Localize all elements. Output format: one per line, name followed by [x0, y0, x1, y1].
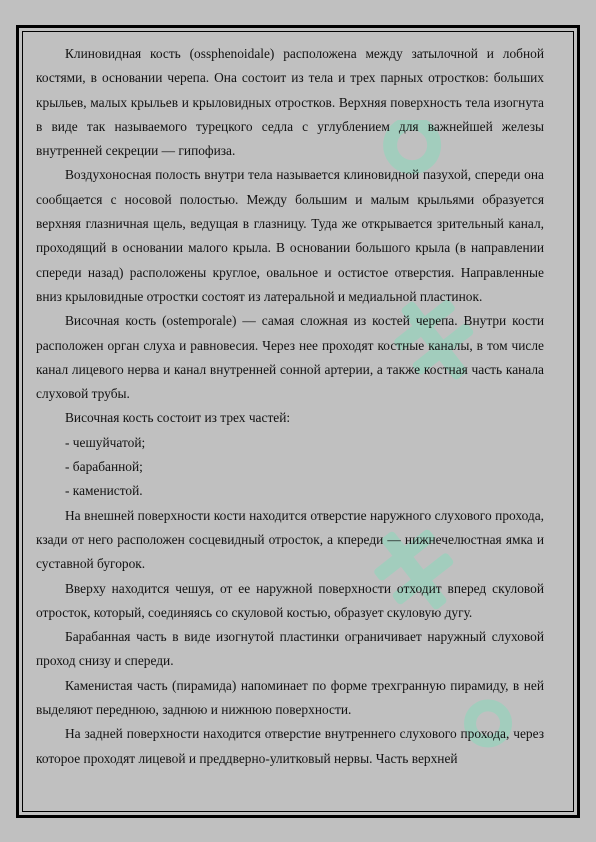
paragraph-petrous-part: Каменистая часть (пирамида) напоминает по форме трехгранную пирамиду, в ней выделяют переднюю, заднюю и нижнюю поверхности. [36, 677, 544, 718]
paragraph-temporal-parts: Височная кость состоит из трех частей: [65, 410, 291, 426]
list-item-tympanic: - барабанной; [65, 459, 143, 475]
paragraph-sphenoid-sinus: Воздухоносная полость внутри тела называется клиновидной пазухой, спереди она сообщается с носовой полостью. Между большим и малым крыльями образуется верхняя глазничная щель, ведущая в глазницу. Туда же открывается зрительный канал, проходящий в основании малого крыла. В основании большого крыла (в направлении спереди назад) расположены круглое, овальное и остистое отверстия. Направленные вниз крыловидные отростки состоят из латеральной и медиальной пластинок. [36, 167, 544, 304]
paragraph-tympanic-part: Барабанная часть в виде изогнутой пластинки ограничивает наружный слуховой проход снизу и спереди. [36, 629, 544, 669]
document-body [36, 42, 544, 771]
paragraph-temporal-intro: Височная кость (ostemporale) — самая сложная из костей черепа. Внутри кости расположен орган слуха и равновесия. Через нее проходят костные каналы, в том числе канал лицевого нерва и канал внутренней сонной артерии, а также костная часть канала слуховой трубы. [36, 313, 544, 402]
paragraph-internal-meatus: На задней поверхности находится отверстие внутреннего слухового прохода, через которое проходят лицевой и преддверно-улитковый нервы. Часть верхней [36, 726, 544, 766]
paragraph-external-surface: На внешней поверхности кости находится отверстие наружного слухового прохода, кзади от него расположен сосцевидный отросток, а кпереди — нижнечелюстная ямка и суставной бугорок. [36, 507, 544, 572]
paragraph-squama: Вверху находится чешуя, от ее наружной поверхности отходит вперед скуловой отросток, который, соединяясь со скуловой костью, образует скуловую дугу. [36, 580, 544, 620]
paragraph-sphenoid-intro: Клиновидная кость (ossphenoidale) расположена между затылочной и лобной костями, в основании черепа. Она состоит из тела и трех парных отростков: больших крыльев, малых крыльев и крыловидных отростков. Верхняя поверхность тела изогнута в виде так называемого турецкого седла с углублением для важнейшей железы внутренней секреции — гипофиза. [36, 46, 544, 159]
list-item-squamous: - чешуйчатой; [65, 434, 146, 450]
list-item-petrous: - каменистой. [65, 483, 143, 499]
